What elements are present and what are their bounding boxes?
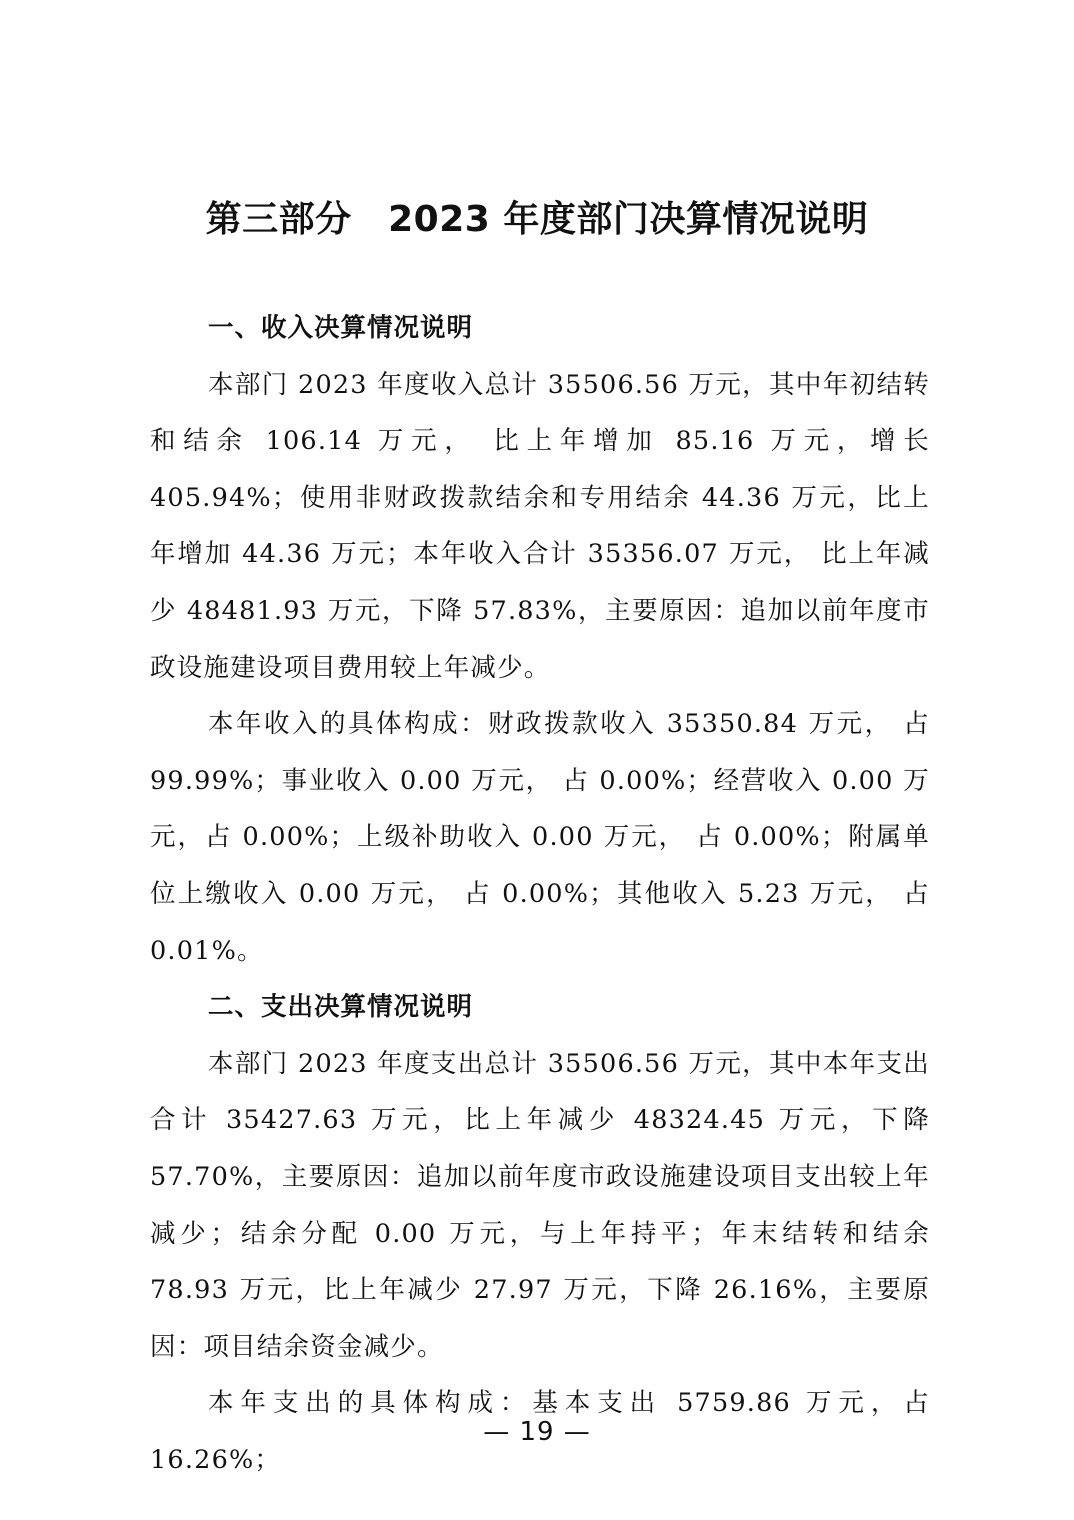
page-title: 第三部分 2023 年度部门决算情况说明 (205, 199, 869, 240)
income-composition-paragraph: 本年收入的具体构成：财政拨款收入 35350.84 万元， 占 99.99%；事业收入 0.00 万元， 占 0.00%；经营收入 0.00 万元，占 0.00%；上级补助收入 0.00 万元， 占 0.00%；附属单位上缴收入 0.00 万元， 占 0.00%；其他收入 5.23 万元， 占 0.01%。 (150, 709, 930, 966)
document-body (150, 300, 930, 1488)
expenditure-section-heading: 二、支出决算情况说明 (208, 992, 474, 1023)
expenditure-composition-paragraph: 本年支出的具体构成：基本支出 5759.86 万元，占 16.26%； (150, 1388, 930, 1475)
income-section (150, 300, 930, 979)
expenditure-summary-paragraph: 本部门 2023 年度支出总计 35506.56 万元，其中本年支出合计 35427.63 万元，比上年减少 48324.45 万元，下降 57.70%，主要原因：追加以前年度市政设施建设项目支出较上年减少；结余分配 0.00 万元，与上年持平；年末结转和结余 78.93 万元，比上年减少 27.97 万元，下降 26.16%，主要原因：项目结余资金减少。 (150, 1048, 930, 1362)
page-number: — 19 — (483, 1417, 591, 1447)
income-summary-paragraph: 本部门 2023 年度收入总计 35506.56 万元，其中年初结转和结余 106.14 万元， 比上年增加 85.16 万元，增长 405.94%；使用非财政拨款结余和专用结余 44.36 万元，比上年增加 44.36 万元；本年收入合计 35356.07 万元， 比上年减少 48481.93 万元，下降 57.83%，主要原因：追加以前年度市政设施建设项目费用较上年减少。 (150, 369, 930, 683)
income-section-heading: 一、收入决算情况说明 (208, 313, 474, 343)
